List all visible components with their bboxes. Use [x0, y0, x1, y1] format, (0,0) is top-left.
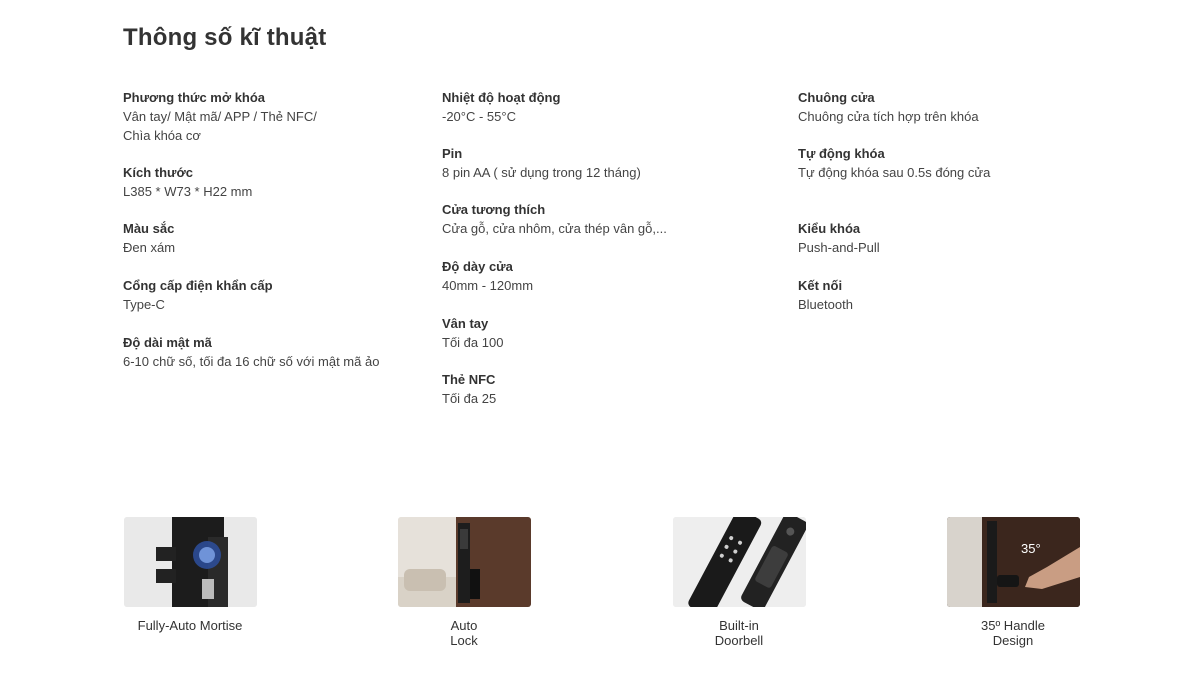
- spec-password-length: [123, 333, 423, 371]
- spec-value: Push-and-Pull: [798, 240, 880, 255]
- spec-battery: [442, 144, 762, 182]
- feature-auto-lock: [374, 517, 554, 648]
- spec-label: Màu sắc: [123, 221, 175, 236]
- feature-caption-line2: Lock: [450, 633, 478, 648]
- spec-compatible-doors: [442, 200, 762, 238]
- feature-caption-line1: Built-in: [719, 618, 759, 633]
- door-lock-image: [398, 517, 531, 607]
- spec-value: Tối đa 100: [442, 335, 504, 350]
- spec-label: Chuông cửa: [798, 90, 875, 105]
- spec-value: Vân tay/ Mật mã/ APP / Thẻ NFC/: [123, 109, 317, 124]
- spec-label: Kiểu khóa: [798, 221, 861, 236]
- spec-value: Cửa gỗ, cửa nhôm, cửa thép vân gỗ,...: [442, 221, 667, 236]
- spec-value: Chìa khóa cơ: [123, 128, 201, 143]
- spec-value: Đen xám: [123, 240, 176, 255]
- spec-fingerprint: [442, 314, 762, 352]
- feature-35-handle-design: [923, 517, 1103, 648]
- spec-nfc-card: [442, 370, 762, 408]
- handle-angle-label: 35°: [1020, 541, 1041, 556]
- spec-lock-type: [798, 219, 1098, 257]
- spec-value: Chuông cửa tích hợp trên khóa: [798, 109, 979, 124]
- spec-label: Tự động khóa: [798, 146, 885, 161]
- spec-value: Tự động khóa sau 0.5s đóng cửa: [798, 165, 991, 180]
- spec-label: Độ dài mật mã: [123, 335, 212, 350]
- spec-color: [123, 219, 423, 257]
- handle-image: [947, 517, 1080, 607]
- spec-dimensions: [123, 163, 423, 201]
- spec-label: Pin: [442, 146, 463, 161]
- spec-label: Kết nối: [798, 278, 843, 293]
- spec-label: Kích thước: [123, 165, 193, 180]
- spec-connectivity: [798, 276, 1098, 314]
- feature-caption-line1: 35º Handle: [980, 618, 1046, 633]
- spec-label: Nhiệt độ hoạt động: [442, 90, 561, 105]
- mortise-image: [124, 517, 257, 607]
- spec-doorbell: [798, 88, 1098, 126]
- spec-value: 8 pin AA ( sử dụng trong 12 tháng): [442, 165, 641, 180]
- spec-label: Cổng cấp điện khẩn cấp: [123, 278, 273, 293]
- spec-label: Cửa tương thích: [442, 202, 546, 217]
- spec-value: Type-C: [123, 297, 165, 312]
- feature-caption-line2: Design: [992, 633, 1034, 648]
- feature-caption-line1: Fully-Auto Mortise: [137, 618, 243, 633]
- spec-value: 6-10 chữ số, tối đa 16 chữ số với mật mã ảo: [123, 354, 380, 369]
- page-title: Thông số kĩ thuật: [123, 24, 327, 51]
- feature-built-in-doorbell: [649, 517, 829, 648]
- feature-caption-line2: Doorbell: [714, 633, 764, 648]
- doorbell-image: [673, 517, 806, 607]
- feature-fully-auto-mortise: [100, 517, 280, 633]
- feature-caption-line1: Auto: [450, 618, 478, 633]
- spec-label: Thẻ NFC: [442, 372, 496, 387]
- spec-value: Bluetooth: [798, 297, 853, 312]
- spec-value: Tối đa 25: [442, 391, 497, 406]
- spec-value: -20°C - 55°C: [442, 109, 516, 124]
- spec-value: 40mm - 120mm: [442, 278, 534, 293]
- spec-operating-temp: [442, 88, 762, 126]
- spec-emergency-power: [123, 276, 423, 314]
- spec-label: Vân tay: [442, 316, 489, 331]
- spec-auto-lock: [798, 144, 1098, 182]
- spec-value: L385 * W73 * H22 mm: [123, 184, 253, 199]
- spec-label: Phương thức mở khóa: [123, 90, 266, 105]
- spec-label: Độ dày cửa: [442, 259, 513, 274]
- spec-door-thickness: [442, 257, 762, 295]
- spec-unlock-method: [123, 88, 423, 145]
